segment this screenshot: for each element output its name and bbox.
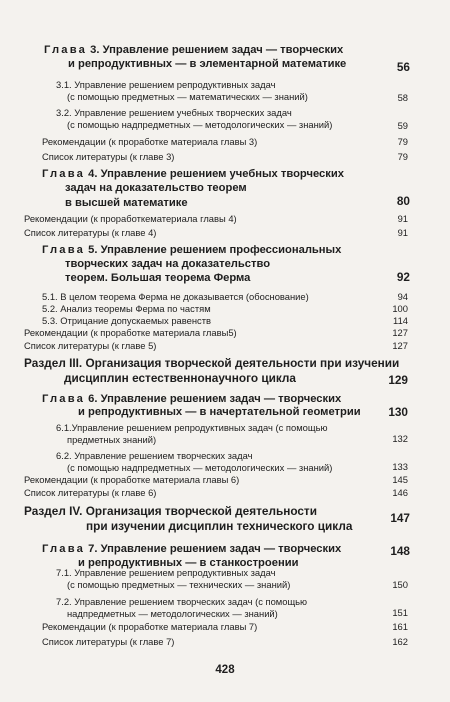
toc-entry-s6-2[interactable] <box>0 450 450 473</box>
toc-entry-title-line: Рекомендации (к проработкематериала главы 4) <box>24 213 237 224</box>
toc-entry-title-line: Раздел IV. Организация творческой деятельности <box>24 504 317 518</box>
chapter-word: Глава <box>42 244 86 256</box>
toc-entry-ch5[interactable] <box>0 244 450 284</box>
toc-entry-title-line: 6.2. Управление решением творческих задач <box>56 450 253 461</box>
toc-entry-rec5[interactable] <box>0 327 450 338</box>
toc-entry-title-line: (с помощью предметных — математических — знаний) <box>67 91 308 102</box>
toc-entry-title-line: предметных знаний) <box>67 434 157 445</box>
toc-entry-title-line: (с помощью надпредметных — методологических — знаний) <box>67 462 333 473</box>
toc-entry-title-line: и репродуктивных — в элементарной математике <box>68 58 347 70</box>
page-number: 428 <box>215 664 235 676</box>
toc-entry-title-line: при изучении дисциплин технического цикла <box>86 519 353 533</box>
chapter-word: Глава <box>42 393 86 405</box>
toc-entry-title-line: Рекомендации (к проработке материала главы 7) <box>42 621 258 632</box>
toc-entry-page-number: 127 <box>392 327 408 338</box>
toc-entry-title-line: творческих задач на доказательство <box>65 258 271 270</box>
toc-entry-title-line: 5.1. В целом теорема Ферма не доказывается (обоснование) <box>42 291 309 302</box>
toc-entry-s3-1[interactable] <box>0 79 450 103</box>
toc-entry-title-line: Список литературы (к главе 7) <box>42 636 175 647</box>
toc-entry-page-number: 150 <box>392 579 408 590</box>
toc-entry-s5-1[interactable] <box>0 291 450 302</box>
chapter-word: Глава <box>44 44 88 56</box>
toc-entry-page-number: 91 <box>397 213 408 224</box>
toc-entry-rec4[interactable] <box>0 213 450 224</box>
toc-entry-page-number: 130 <box>388 405 408 419</box>
toc-entry-title-line: и репродуктивных — в станкостроении <box>78 557 299 569</box>
toc-entry-rec7[interactable] <box>0 621 450 632</box>
toc-entry-page-number: 100 <box>392 303 408 314</box>
toc-entry-title-line: 3.1. Управление решением репродуктивных задач <box>56 79 276 90</box>
toc-entry-page-number: 80 <box>396 194 410 208</box>
toc-entry-ch6[interactable] <box>0 393 450 419</box>
toc-entry-page-number: 162 <box>392 636 408 647</box>
toc-entry-title-line: Список литературы (к главе 6) <box>24 487 157 498</box>
toc-entry-page-number: 79 <box>397 151 408 162</box>
toc-entry-title-line: задач на доказательство теорем <box>65 182 247 194</box>
toc-entry-title-line: 5.3. Отрицание допускаемых равенств <box>42 315 211 326</box>
toc-entry-page-number: 59 <box>397 120 408 131</box>
toc-entry-title-line: надпредметных — методологических — знаний) <box>67 608 278 619</box>
toc-entry-lit4[interactable] <box>0 227 450 238</box>
toc-entry-rec3[interactable] <box>0 136 450 147</box>
toc-entry-title-line: в высшей математике <box>65 197 188 209</box>
toc-entry-page-number: 58 <box>397 92 408 103</box>
toc-entry-title-line: Глава 6. Управление решением задач — творческих <box>42 393 342 405</box>
toc-entry-title-line: Глава 3. Управление решением задач — творческих <box>44 44 344 56</box>
toc-entry-page-number: 147 <box>390 511 410 525</box>
toc-entry-title-line: Список литературы (к главе 5) <box>24 340 157 351</box>
toc-entry-rec6[interactable] <box>0 474 450 485</box>
toc-entry-page-number: 79 <box>397 136 408 147</box>
toc-entry-ch7[interactable] <box>0 543 450 569</box>
toc-entry-page-number: 132 <box>392 433 408 444</box>
toc-entry-title-line: Глава 4. Управление решением учебных творческих <box>42 168 344 180</box>
toc-entry-ch3[interactable] <box>0 44 450 74</box>
toc-entry-s5-3[interactable] <box>0 315 450 326</box>
toc-entry-page-number: 56 <box>396 60 410 74</box>
toc-entry-s3-2[interactable] <box>0 107 450 131</box>
chapter-word: Глава <box>42 168 86 180</box>
toc-entry-title-line: 7.1. Управление решением репродуктивных задач <box>56 567 276 578</box>
toc-entry-page-number: 133 <box>392 461 408 472</box>
toc-entry-page-number: 145 <box>392 474 408 485</box>
toc-entry-s7-1[interactable] <box>0 567 450 590</box>
toc-entry-s6-1[interactable] <box>0 422 450 445</box>
toc-entry-title-line: дисциплин естественнонаучного цикла <box>64 371 296 385</box>
toc-entry-lit6[interactable] <box>0 487 450 498</box>
toc-entry-title-line: 6.1.Управление решением репродуктивных задач (с помощью <box>56 422 328 433</box>
toc-entry-page-number: 151 <box>392 607 408 618</box>
toc-entry-page-number: 148 <box>390 544 410 558</box>
toc-entry-title-line: Рекомендации (к проработке материала главы 6) <box>24 474 240 485</box>
toc-entry-page-number: 94 <box>397 291 408 302</box>
toc-entry-title-line: (с помощью надпредметных — методологических — знаний) <box>67 119 333 130</box>
toc-entry-title-line: Рекомендации (к проработке материала главы 3) <box>42 136 258 147</box>
toc-entry-part3[interactable] <box>0 356 450 387</box>
toc-entry-page-number: 161 <box>392 621 408 632</box>
toc-entry-lit5[interactable] <box>0 340 450 351</box>
toc-entry-page-number: 91 <box>397 227 408 238</box>
toc-entry-s7-2[interactable] <box>0 596 450 619</box>
toc-entry-title-line: Список литературы (к главе 4) <box>24 227 157 238</box>
chapter-word: Глава <box>42 543 86 555</box>
toc-entry-title-line: (с помощью предметных — технических — знаний) <box>67 579 291 590</box>
toc-entry-title-line: Рекомендации (к проработке материала главы5) <box>24 327 237 338</box>
toc-entry-title-line: 3.2. Управление решением учебных творческих задач <box>56 107 292 118</box>
toc-entry-title-line: Раздел III. Организация творческой деятельности при изучении <box>24 356 400 370</box>
toc-entry-page-number: 114 <box>393 315 408 326</box>
toc-entry-title-line: и репродуктивных — в начертательной геометрии <box>78 406 361 418</box>
toc-entry-page-number: 127 <box>392 340 408 351</box>
toc-entry-title-line: Список литературы (к главе 3) <box>42 151 175 162</box>
toc-entry-page-number: 129 <box>388 373 408 387</box>
toc-entry-lit7[interactable] <box>0 636 450 647</box>
toc-entry-ch4[interactable] <box>0 168 450 209</box>
toc-entry-title-line: Глава 7. Управление решением задач — творческих <box>42 543 342 555</box>
toc-entry-part4[interactable] <box>0 504 450 533</box>
toc-entry-page-number: 146 <box>392 487 408 498</box>
toc-entry-s5-2[interactable] <box>0 303 450 314</box>
toc-entry-title-line: 7.2. Управление решением творческих задач (с помощью <box>56 596 308 607</box>
toc-entry-page-number: 92 <box>396 270 410 284</box>
toc-entry-lit3[interactable] <box>0 151 450 162</box>
toc-entry-title-line: Глава 5. Управление решением профессиональных <box>42 244 342 256</box>
toc-entry-title-line: теорем. Большая теорема Ферма <box>65 272 251 284</box>
toc-entry-title-line: 5.2. Анализ теоремы Ферма по частям <box>42 303 211 314</box>
